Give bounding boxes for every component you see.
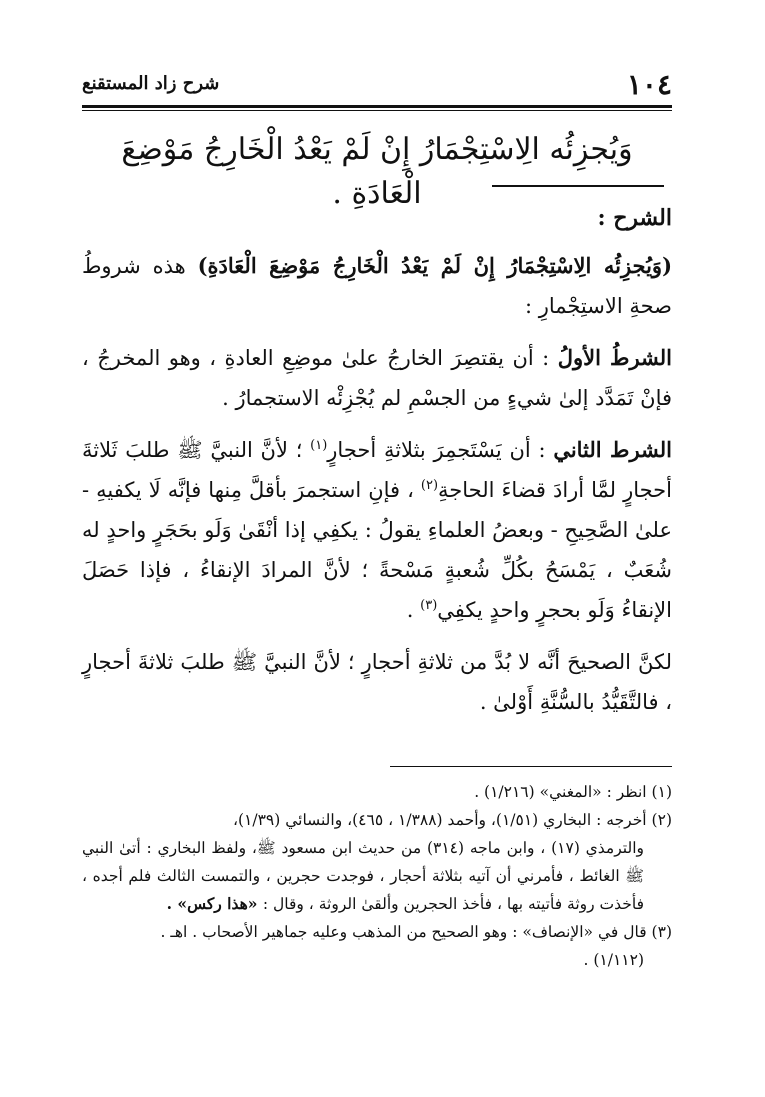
footnote-ref-2[interactable]: (٢) [420,478,439,493]
paragraph-3-text-c: ، فإنِ استجمرَ بأقلَّ مِنها فإنَّه لَا يكفيهِ - علىٰ الصَّحِيحِ - وبعضُ العلماءِ يقولُ : يكفِي إذا أنْقَىٰ وَلَو بحَجَرٍ واحدٍ له شُعَبٌ ، يَمْسَحُ بكُلِّ شُعبةٍ مَسْحةً ؛ لأنَّ المرادَ الإنقاءُ ، فإذا حَصَلَ الإنقاءُ وَلَو بحجرٍ واحدٍ يكفِي [82,478,672,622]
condition-2-label: الشرط الثاني [553,437,672,462]
page-number: ١٠٤ [626,68,672,101]
paragraph-3-text-a: : أن يَسْتَجمِرَ بثلاثةِ أحجارٍ [327,438,554,462]
paragraph-1-quote: (وَيُجزِئُه الِاسْتِجْمَارُ إِنْ لَمْ يَعْدُ الْخَارِجُ مَوْضِعَ الْعَادَةِ) [197,253,673,278]
paragraph-1-text: هذه شروطُ صحةِ الاستِجْمارِ : [82,254,672,318]
footnote-2-continuation [82,834,672,918]
footnote-1-number: (١) [651,783,672,801]
paragraph-3 [82,430,672,630]
footnote-ref-3[interactable]: (٣) [420,598,438,613]
commentary-body [82,198,672,734]
paragraph-3-text-b: ؛ لأنَّ النبيَّ ﷺ طلبَ ثَلاثةَ أحجارٍ لمَّا أرادَ قضاءَ الحاجةِ [82,438,672,502]
matn-separator [492,185,664,187]
footnote-2-text: أخرجه : البخاري (١/٥١)، وأحمد (١/٣٨٨ ، ٤٦٥)، والنسائي (١/٣٩)، [232,811,647,829]
footnote-1 [82,778,672,806]
paragraph-4: لكنَّ الصحيحَ أنَّه لا بُدَّ من ثلاثةِ أحجارٍ ؛ لأنَّ النبيَّ ﷺ طلبَ ثلاثةَ أحجارٍ ، فالتَّقَيُّدُ بالسُّنَّةِ أَوْلىٰ . [82,650,672,714]
sharh-heading: الشرح : [597,205,672,231]
footnote-3-continuation: (١/١١٢) . [583,951,644,969]
footnote-2-cont-text: والترمذي (١٧) ، وابن ماجه (٣١٤) من حديث ابن مسعود ﷺ، ولفظ البخاري : أتىٰ النبي ﷺ الغائط ، فأمرني أن آتيه بثلاثة أحجار ، فوجدت حجرين ، والتمست الثالث فلم أجده ، فأخذت روثة فأتيته بها ، فأخذ الحجرين وألقىٰ الروثة ، وقال : [82,839,644,913]
header-rule-thin [82,110,672,111]
running-title: شرح زاد المستقنع [82,73,220,94]
footnote-2-bold-quote: «هذا ركس» . [166,894,263,913]
paragraph-3-text-d: . [406,598,421,622]
footnote-ref-1[interactable]: (١) [310,438,328,453]
footnote-3-number: (٣) [651,923,672,941]
paragraph-1 [82,246,672,326]
footnote-3-text: قال في «الإنصاف» : وهو الصحيح من المذهب وعليه جماهير الأصحاب . اهـ . [160,923,647,941]
footnote-2-number: (٢) [651,811,672,829]
paragraph-2-text: : أن يقتصِرَ الخارجُ علىٰ موضِعِ العادةِ ، وهو المخرجُ ، فإنْ تَمَدَّد إلىٰ شيءٍ من الجسْمِ لم يُجْزِئْه الاستجمارُ . [82,346,672,410]
footnote-2 [82,806,672,834]
matn-text: وَيُجزِئُه الِاسْتِجْمَارُ إِنْ لَمْ يَعْدُ الْخَارِجُ مَوْضِعَ الْعَادَةِ . [121,132,633,211]
footnote-separator [390,766,672,767]
footnote-1-text: انظر : «المغني» (١/٢١٦) . [474,783,647,801]
footnote-3 [82,918,672,946]
paragraph-2 [82,338,672,418]
footnotes [82,778,672,974]
page-header [82,70,672,104]
condition-1-label: الشرطُ الأولُ [557,345,672,370]
header-rule-thick [82,105,672,108]
